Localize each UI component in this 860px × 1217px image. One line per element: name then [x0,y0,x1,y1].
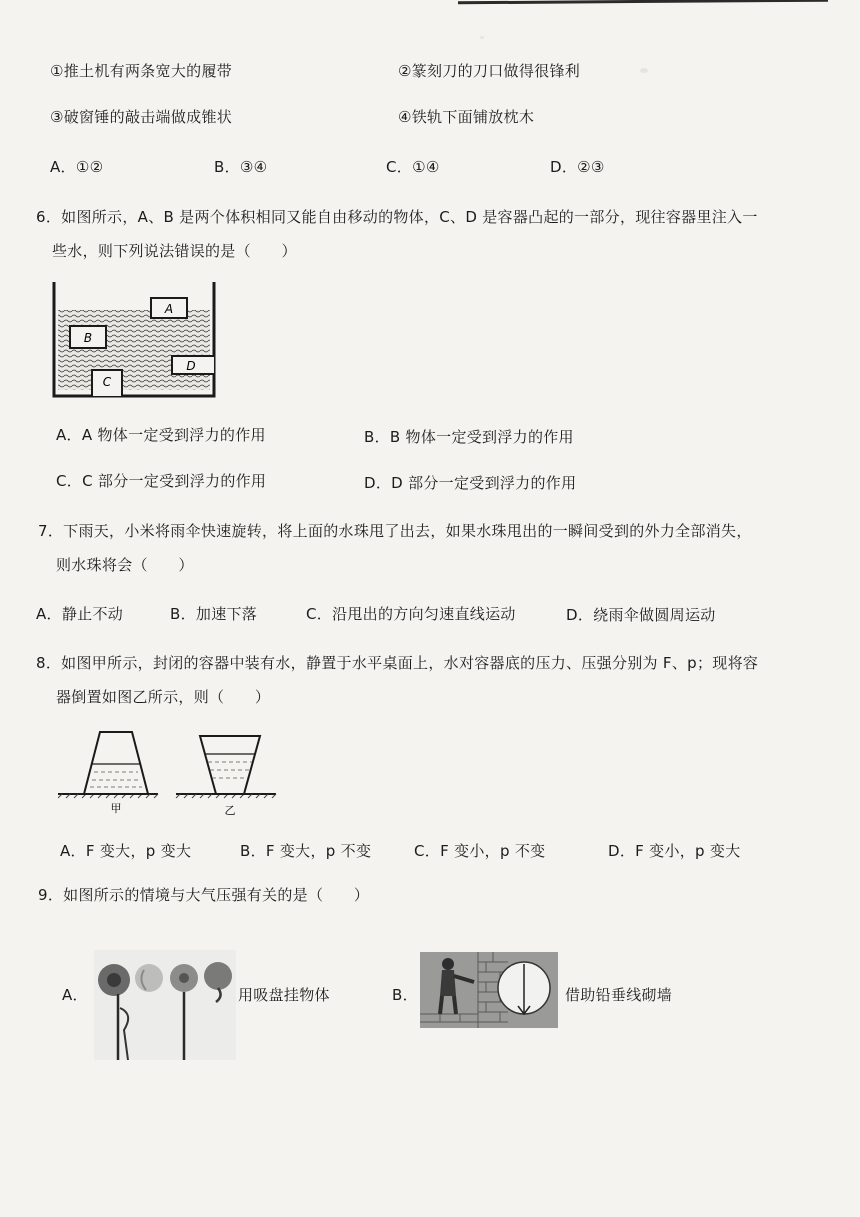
q8-option-c: C．F 变小，p 不变 [414,842,546,860]
q8-container-figure [58,730,282,818]
container-yi [176,736,276,798]
label-jia: 甲 [110,802,122,815]
q7-option-d: D．绕雨伞做圆周运动 [566,606,716,624]
q6-option-c: C．C 部分一定受到浮力的作用 [56,472,267,490]
q9-option-a-caption: 用吸盘挂物体 [238,986,330,1004]
water-region [58,310,210,390]
q5-option-c: C．①④ [386,158,440,176]
container-jia [58,732,158,798]
q8-option-b: B．F 变大，p 不变 [240,842,372,860]
q6-stem-line-1: 6．如图所示，A、B 是两个体积相同又能自由移动的物体，C、D 是容器凸起的一部分，现往容器里注入一 [36,208,758,226]
q6-stem-line-2: 些水，则下列说法错误的是（ ） [52,242,297,260]
q8-option-a: A．F 变大，p 变大 [60,842,192,860]
q8-stem-line-2: 器倒置如图乙所示，则（ ） [56,688,271,706]
q7-option-b: B．加速下落 [170,605,258,623]
top-border-line [458,0,828,4]
q7-stem-line-2: 则水珠将会（ ） [56,556,194,574]
paper-smudge [480,36,484,39]
q5-option-d: D．②③ [550,158,605,176]
q6-container-figure [40,278,230,404]
label-d: D [186,359,196,373]
q5-item-2: ②篆刻刀的刀口做得很锋利 [398,62,581,80]
q5-option-b: B．③④ [214,158,268,176]
label-c: C [102,375,112,389]
q8-option-d: D．F 变小，p 变大 [608,842,741,860]
q6-option-b: B．B 物体一定受到浮力的作用 [364,428,574,446]
q5-item-1: ①推土机有两条宽大的履带 [50,62,233,80]
label-a: A [164,302,174,316]
plumb-line-wall-photo [420,952,558,1028]
q6-option-a: A．A 物体一定受到浮力的作用 [56,426,266,444]
q5-item-4: ④铁轨下面铺放枕木 [398,108,535,126]
q7-option-c: C．沿甩出的方向匀速直线运动 [306,605,516,623]
q8-stem-line-1: 8．如图甲所示，封闭的容器中装有水，静置于水平桌面上，水对容器底的压力、压强分别为 F、p；现将容 [36,654,759,672]
q6-option-d: D．D 部分一定受到浮力的作用 [364,474,577,492]
suction-cup-hooks-photo [94,950,236,1060]
q9-option-a-letter: A． [62,986,88,1004]
label-b: B [83,331,93,345]
paper-smudge [640,68,648,73]
q5-item-3: ③破窗锤的敲击端做成锥状 [50,108,233,126]
suction-cup-icon [135,964,163,992]
q9-option-b-caption: 借助铅垂线砌墙 [565,986,673,1004]
q9-option-b-letter: B． [392,986,418,1004]
q9-stem: 9．如图所示的情境与大气压强有关的是（ ） [38,886,370,904]
q7-option-a: A．静止不动 [36,605,124,623]
label-yi: 乙 [224,804,236,817]
q5-option-a: A．①② [50,158,104,176]
q7-stem-line-1: 7．下雨天，小米将雨伞快速旋转，将上面的水珠甩了出去，如果水珠甩出的一瞬间受到的外力全部消失， [38,522,752,540]
